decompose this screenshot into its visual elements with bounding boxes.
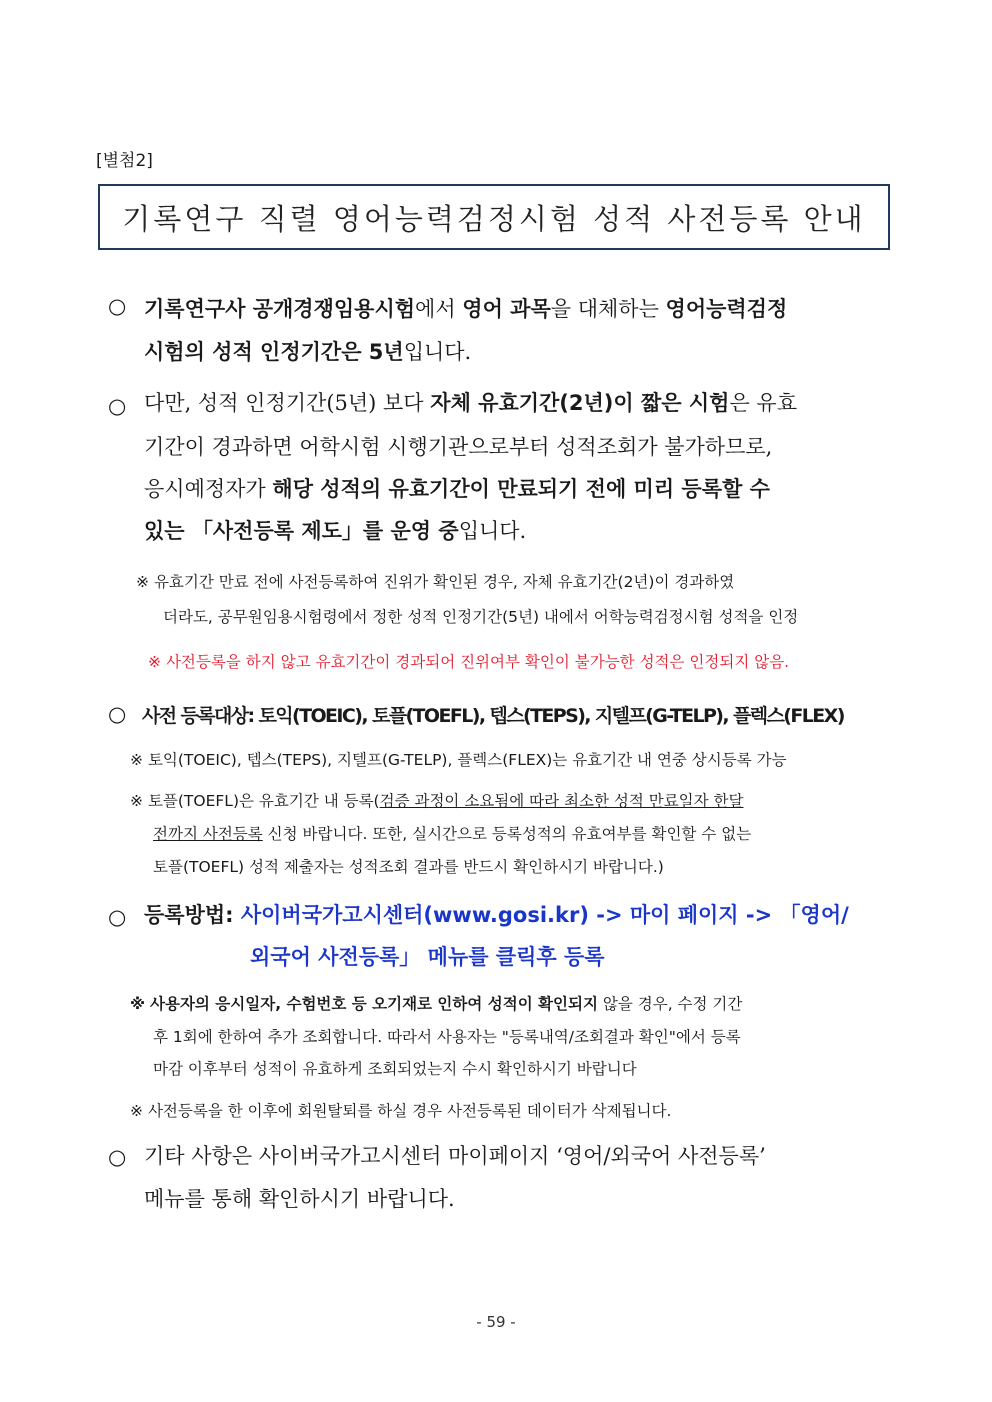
s3-note-2c-text: 전까지 사전등록 [153,825,263,843]
s3-note-2c [153,822,751,844]
s4-note-1c: 후 1회에 한하여 추가 조회합니다. 따라서 사용자는 "등록내역/조회결과 확인"에서 등록 [153,1028,741,1046]
note-symbol: ※ [130,751,143,769]
s1-text-e: 영어능력검정 [665,297,788,321]
s3-note-2a-text: 토플(TOEFL)은 유효기간 내 등록( [147,792,380,810]
s2-line-3 [144,470,904,508]
s2-note-1b: 더라도, 공무원임용시험령에서 정한 성적 인정기간(5년) 내에서 어학능력검정시험 성적을 인정 [163,608,799,626]
note-symbol: ※ [130,1102,143,1120]
s4-line-1 [144,899,849,929]
s2-line-2 [144,428,904,466]
s5-line-2: 메뉴를 통해 확인하시기 바랍니다. [144,1187,455,1211]
attachment-tag: [별첨2] [96,151,153,171]
s1-text-g: 입니다. [403,340,472,364]
s3-note-2a [130,789,744,811]
s4-link-text: 사이버국가고시센터(www.gosi.kr) -> 마이 페이지 -> 「영어/ [240,903,849,927]
s4-note-1a [130,992,742,1014]
title-box [98,184,890,250]
s2-text-g: 있는 「사전등록 제도」를 운영 중 [144,519,459,543]
s1-line-1 [144,290,904,328]
s3-note-1 [130,748,787,770]
s1-text-f: 시험의 성적 인정기간은 5년 [144,340,404,364]
s2-note-2-text: 사전등록을 하지 않고 유효기간이 경과되어 진위여부 확인이 불가능한 성적은 인정되지 않음. [165,653,790,671]
bullet-4: ○ [108,905,127,929]
s1-text-b: 에서 [415,297,463,321]
s4-note-1a-text: 사용자의 응시일자, 수험번호 등 오기재로 인하여 성적이 확인되지 [150,995,598,1013]
s4-note-2 [130,1099,671,1121]
bullet-5: ○ [108,1145,127,1169]
s2-note-1a-text: 유효기간 만료 전에 사전등록하여 진위가 확인된 경우, 자체 유효기간(2년)이 경과하였 [153,573,735,591]
s2-line-1 [144,384,904,422]
s3-note-2d-text: 신청 바랍니다. 또한, 실시간으로 등록성적의 유효여부를 확인할 수 없는 [262,825,752,843]
document-title: 기록연구 직렬 영어능력검정시험 성적 사전등록 안내 [122,201,866,236]
note-symbol: ※ [148,653,161,671]
s4-text-a: 등록방법: [144,903,241,927]
s2-note-2 [148,650,789,672]
s1-text-d: 을 대체하는 [550,297,666,321]
s3-note-2b-text: 검증 과정이 소요됨에 따라 최소한 성적 만료일자 한달 [379,792,744,810]
s2-text-f: 해당 성적의 유효기간이 만료되기 전에 미리 등록할 수 [272,477,770,501]
s3-note-2e: 토플(TOEFL) 성적 제출자는 성적조회 결과를 반드시 확인하시기 바랍니다.) [153,858,664,876]
s2-line-4 [144,512,904,550]
note-symbol: ※ [130,792,143,810]
s2-text-b: 자체 유효기간(2년)이 짧은 시험 [430,391,730,415]
bullet-3: ○ [108,702,127,726]
note-symbol: ※ [130,995,146,1013]
s1-line-2 [144,333,904,371]
s5-line-1: 기타 사항은 사이버국가고시센터 마이페이지 ‘영어/외국어 사전등록’ [144,1144,766,1168]
s3-heading: 사전 등록대상: 토익(TOEIC), 토플(TOEFL), 텝스(TEPS), 지텔프(G-TELP), 플렉스(FLEX) [142,705,844,727]
s1-text-c: 영어 과목 [462,297,551,321]
s2-text-c: 은 유효 [729,391,797,415]
s4-note-2-text: 사전등록을 한 이후에 회원탈퇴를 하실 경우 사전등록된 데이터가 삭제됩니다. [147,1102,672,1120]
s4-line-2: 외국어 사전등록」 메뉴를 클릭후 등록 [250,945,605,969]
note-symbol: ※ [136,573,149,591]
s2-text-h: 입니다. [458,519,527,543]
s2-text-e: 응시예정자가 [144,477,273,501]
page-number: - 59 - [476,1313,516,1331]
s3-note-1-text: 토익(TOEIC), 텝스(TEPS), 지텔프(G-TELP), 플렉스(FLEX)는 유효기간 내 연중 상시등록 가능 [147,751,787,769]
s2-note-1a [136,570,734,592]
s1-text-a: 기록연구사 공개경쟁임용시험 [144,297,416,321]
bullet-2: ○ [108,394,127,418]
s4-note-1d: 마감 이후부터 성적이 유효하게 조회되었는지 수시 확인하시기 바랍니다 [153,1060,637,1078]
s4-note-1b-text: 않을 경우, 수정 기간 [597,995,743,1013]
s2-text-d: 기간이 경과하면 어학시험 시행기관으로부터 성적조회가 불가하므로, [144,435,773,459]
bullet-1: ○ [108,294,127,318]
s2-text-a: 다만, 성적 인정기간(5년) 보다 [144,391,431,415]
